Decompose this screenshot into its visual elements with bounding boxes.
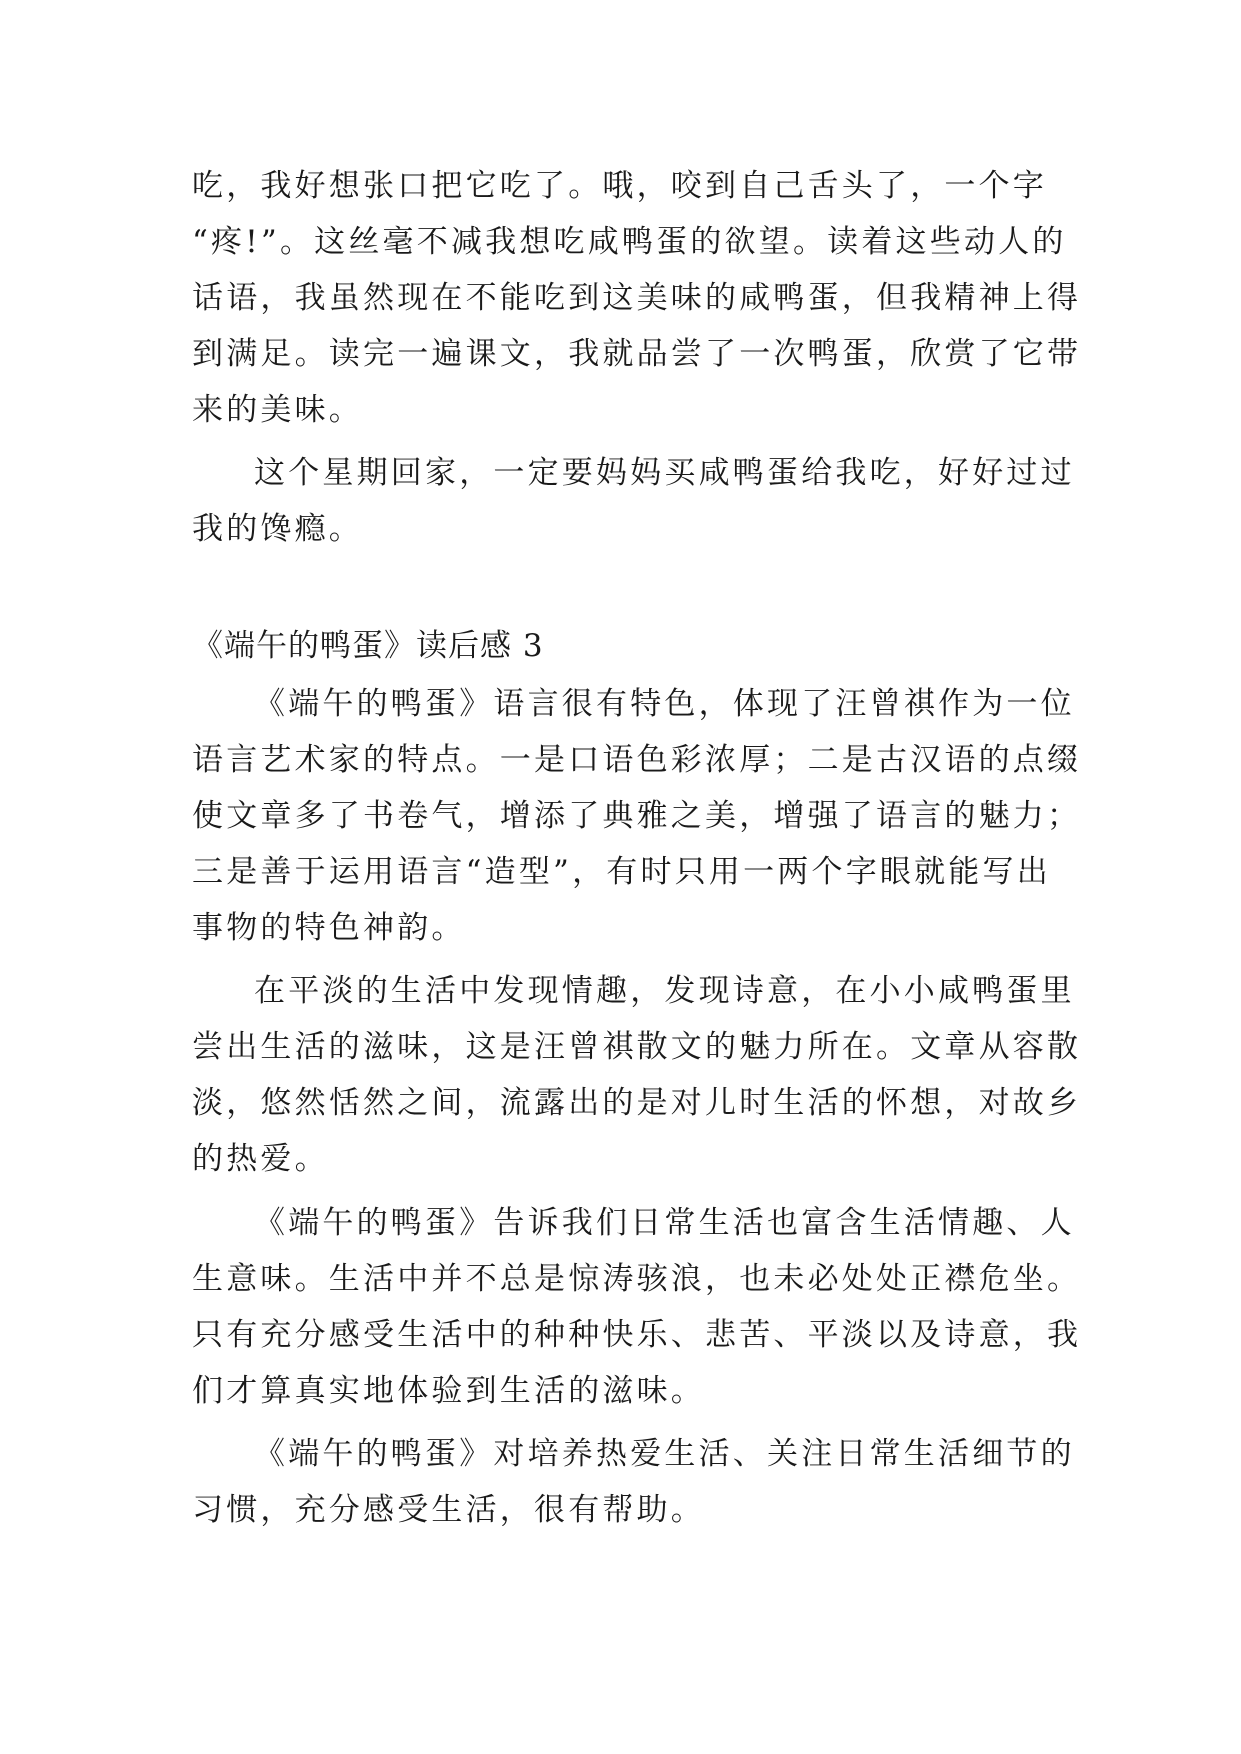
paragraph-line: 到满足。读完一遍课文，我就品尝了一次鸭蛋，欣赏了它带 [192,336,1082,372]
paragraph-line: 尝出生活的滋味，这是汪曾祺散文的魅力所在。文章从容散 [192,1029,1082,1065]
paragraph-line: 语言艺术家的特点。一是口语色彩浓厚；二是古汉语的点缀 [192,742,1082,778]
paragraph-line: 《端午的鸭蛋》语言很有特色，体现了汪曾祺作为一位 [254,686,1075,722]
paragraph-line: 淡，悠然恬然之间，流露出的是对儿时生活的怀想，对故乡 [192,1085,1082,1121]
paragraph-line: 三是善于运用语言“造型”，有时只用一两个字眼就能写出 [192,854,1051,890]
paragraph-line: “疼!”。这丝毫不减我想吃咸鸭蛋的欲望。读着这些动人的 [192,224,1067,260]
paragraph-line: 在平淡的生活中发现情趣，发现诗意，在小小咸鸭蛋里 [254,973,1075,1009]
paragraph-line: 使文章多了书卷气，增添了典雅之美，增强了语言的魅力； [192,798,1082,834]
paragraph-line: 吃，我好想张口把它吃了。哦，咬到自己舌头了，一个字 [192,168,1047,204]
paragraph-line: 来的美味。 [192,392,363,428]
paragraph-line: 事物的特色神韵。 [192,910,466,946]
paragraph-line: 这个星期回家，一定要妈妈买咸鸭蛋给我吃，好好过过 [254,455,1075,491]
paragraph-line: 习惯，充分感受生活，很有帮助。 [192,1492,705,1528]
paragraph-line: 生意味。生活中并不总是惊涛骇浪，也未必处处正襟危坐。 [192,1261,1082,1297]
paragraph-line: 的热爱。 [192,1141,329,1177]
paragraph-line: 我的馋瘾。 [192,511,363,547]
paragraph-line: 《端午的鸭蛋》告诉我们日常生活也富含生活情趣、人 [254,1205,1075,1241]
paragraph-line: 《端午的鸭蛋》对培养热爱生活、关注日常生活细节的 [254,1436,1075,1472]
paragraph-line: 话语，我虽然现在不能吃到这美味的咸鸭蛋，但我精神上得 [192,280,1082,316]
paragraph-line: 只有充分感受生活中的种种快乐、悲苦、平淡以及诗意，我 [192,1317,1082,1353]
section-title: 《端午的鸭蛋》读后感 3 [192,628,544,664]
paragraph-line: 们才算真实地体验到生活的滋味。 [192,1373,705,1409]
